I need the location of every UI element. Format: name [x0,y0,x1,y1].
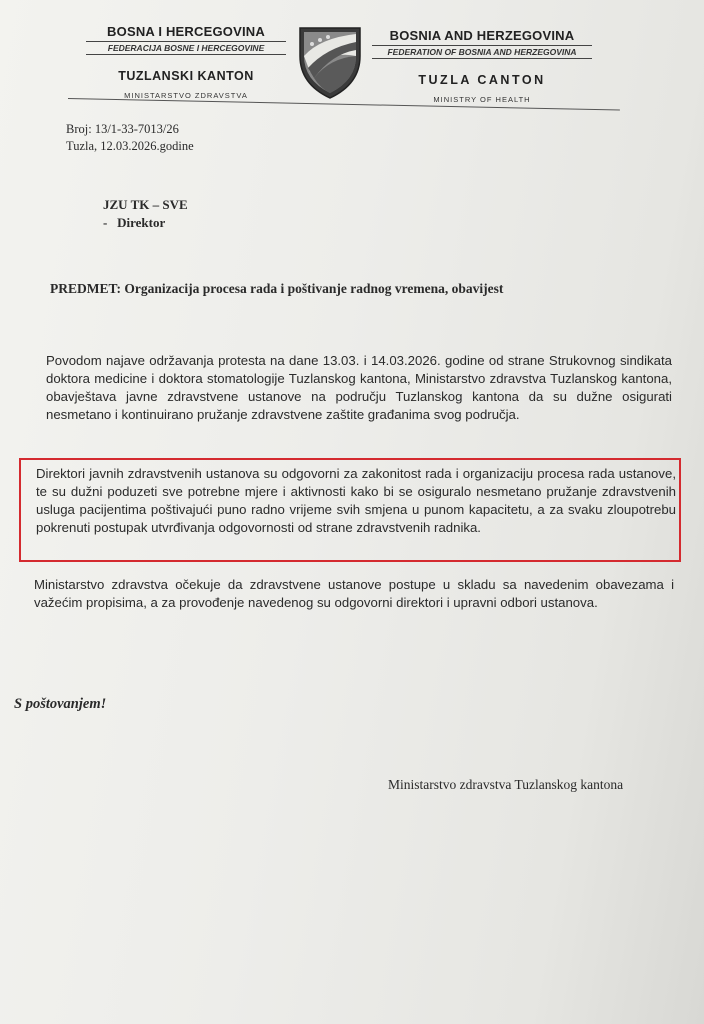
header-federation-bs: FEDERACIJA BOSNE I HERCEGOVINE [86,41,286,55]
recipient-director: - Direktor [103,215,166,230]
header-canton-en: TUZLA CANTON [418,73,546,87]
signature-line: Ministarstvo zdravstva Tuzlanskog kantona [388,777,624,792]
reference-place-date: Tuzla, 12.03.2026.godine [66,139,194,153]
body-paragraph-3: Ministarstvo zdravstva očekuje da zdravstvene ustanove postupe u skladu sa navedenim obavezama i važećim propisima, a za provođenje navedenog su odgovorni direktori i upravni odbori ustanova. [34,577,674,610]
header-right [372,28,592,104]
header-country-bs: BOSNA I HERCEGOVINA [107,24,265,39]
subject-label: PREDMET: [50,281,121,296]
recipient-block [103,196,188,232]
coat-of-arms-icon [290,22,370,102]
closing-salutation: S poštovanjem! [14,696,107,712]
subject-line [50,280,650,297]
recipient-institution: JZU TK – SVE [103,197,188,212]
body-paragraph-1: Povodom najave održavanja protesta na dane 13.03. i 14.03.2026. godine od strane Strukovnog sindikata doktora medicine i doktora stomatologije Tuzlanskog kantona, Ministarstvo zdravstva Tuzlanskog kantona, obavještava javne zdravstvene ustanove na području Tuzlanskog kantona da su dužne osigurati nesmetano i kontinuirano pružanje zdravstvene zaštite građanima svog područja. [46,353,672,422]
subject-text: Organizacija procesa rada i poštivanje radnog vremena, obavijest [124,281,504,296]
reference-block [66,121,194,155]
header-ministry-en: MINISTRY OF HEALTH [433,95,531,104]
header-federation-en: FEDERATION OF BOSNIA AND HERZEGOVINA [372,45,592,59]
header-ministry-bs: MINISTARSTVO ZDRAVSTVA [124,91,248,100]
reference-number: Broj: 13/1-33-7013/26 [66,122,179,136]
header-left [86,24,286,100]
body-paragraph-2: Direktori javnih zdravstvenih ustanova su odgovorni za zakonitost rada i organizaciju procesa rada ustanove, te su dužni poduzeti sve potrebne mjere i aktivnosti kako bi se osiguralo nesmetano pružanje zdravstvenih usluga pacijentima poštivajući puno radno vrijeme svih smjena u punom kapacitetu, a za svaku zloupotrebu pokrenuti postupak utvrđivanja odgovornosti od strane zdravstvenih radnika. [36,466,676,535]
header-country-en: BOSNIA AND HERZEGOVINA [389,28,575,43]
header-canton-bs: TUZLANSKI KANTON [118,69,254,83]
